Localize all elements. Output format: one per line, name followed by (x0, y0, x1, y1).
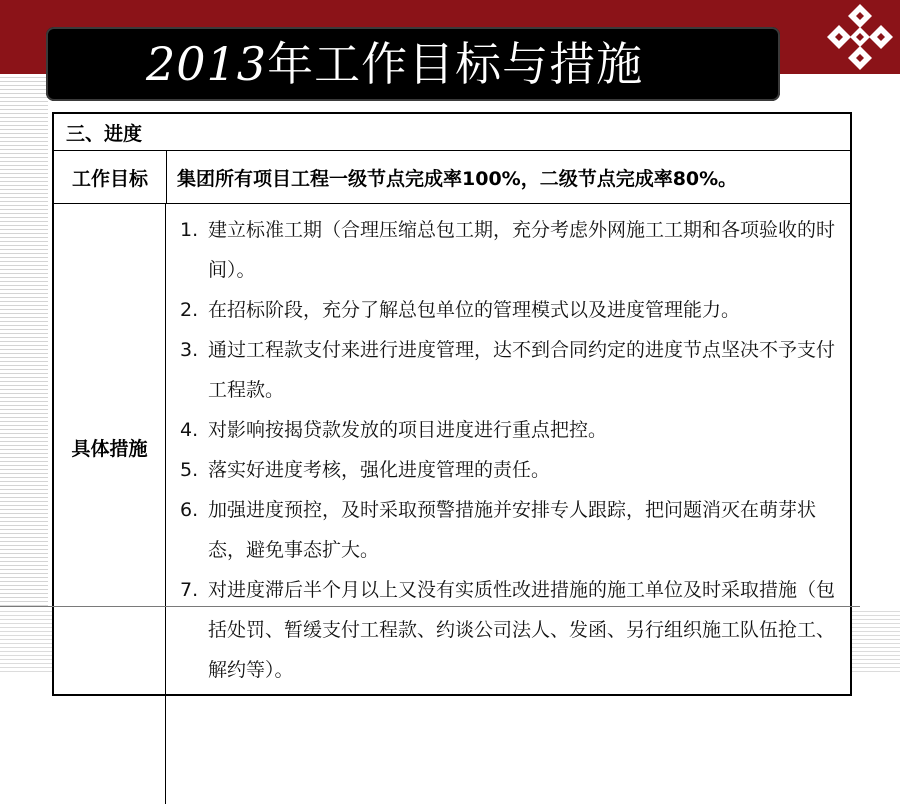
list-item (174, 210, 840, 290)
title-year: 2013 (146, 37, 268, 91)
item-number: 7. (180, 579, 199, 601)
item-text: 对进度滞后半个月以上又没有实质性改进措施的施工单位及时采取措施（包括处罚、暂缓支付工程款、约谈公司法人、发函、另行组织施工队伍抢工、解约等）。 (208, 579, 836, 681)
left-stripe-decoration (0, 74, 48, 675)
list-item (174, 290, 840, 330)
item-text: 建立标准工期（合理压缩总包工期，充分考虑外网施工工期和各项验收的时间）。 (208, 219, 836, 281)
item-text: 对影响按揭贷款发放的项目进度进行重点把控。 (208, 419, 608, 441)
item-number: 2. (180, 299, 199, 321)
measures-label: 具体措施 (54, 204, 166, 804)
diamond-emblem-icon (820, 0, 900, 74)
list-item (174, 330, 840, 410)
item-text: 落实好进度考核，强化进度管理的责任。 (208, 459, 551, 481)
item-number: 5. (180, 459, 199, 481)
item-text: 在招标阶段，充分了解总包单位的管理模式以及进度管理能力。 (208, 299, 741, 321)
divider-line (0, 606, 860, 607)
item-number: 4. (180, 419, 199, 441)
list-item (174, 570, 840, 690)
goal-text: 集团所有项目工程一级节点完成率100%，二级节点完成率80%。 (177, 167, 738, 190)
content-table (52, 112, 852, 696)
list-item (174, 450, 840, 490)
title-banner (46, 27, 780, 101)
title-text: 年工作目标与措施 (267, 37, 644, 91)
item-number: 6. (180, 499, 199, 521)
measures-list (166, 204, 850, 804)
list-item (174, 490, 840, 570)
list-item (174, 410, 840, 450)
item-number: 1. (180, 219, 199, 241)
goal-label: 工作目标 (54, 151, 167, 203)
measures-row (54, 204, 850, 804)
item-text: 通过工程款支付来进行进度管理，达不到合同约定的进度节点坚决不予支付工程款。 (208, 339, 836, 401)
section-heading: 三、进度 (54, 114, 850, 151)
item-number: 3. (180, 339, 199, 361)
item-text: 加强进度预控，及时采取预警措施并安排专人跟踪，把问题消灭在萌芽状态，避免事态扩大。 (208, 499, 817, 561)
goal-row (54, 151, 850, 204)
slide-title (146, 37, 644, 91)
